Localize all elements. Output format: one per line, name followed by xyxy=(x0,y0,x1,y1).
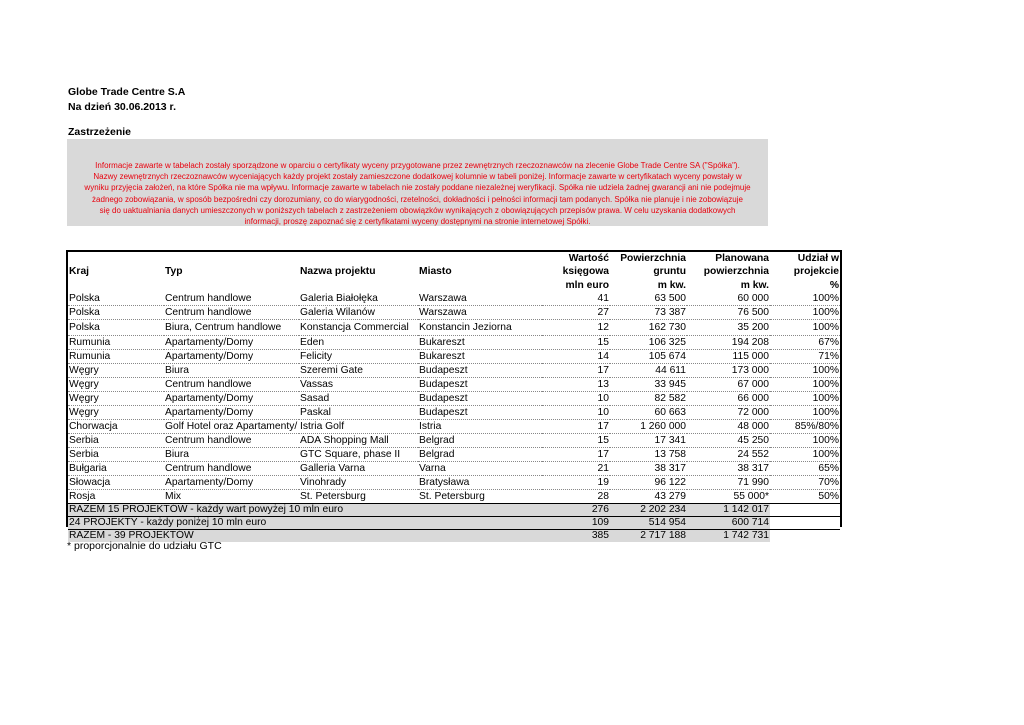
cell-land: 60 663 xyxy=(610,405,687,419)
cell-type: Centrum handlowe xyxy=(164,305,299,319)
cell-city: Konstancin Jeziorna xyxy=(418,319,542,335)
cell-planned: 60 000 xyxy=(687,292,770,306)
cell-city: Warszawa xyxy=(418,305,542,319)
total-share-empty xyxy=(770,529,840,542)
cell-city: Bukareszt xyxy=(418,349,542,363)
cell-planned: 194 208 xyxy=(687,335,770,349)
cell-value: 15 xyxy=(542,433,610,447)
total-land: 2 717 188 xyxy=(610,529,687,542)
cell-planned: 67 000 xyxy=(687,377,770,391)
cell-share: 100% xyxy=(770,447,840,461)
cell-country: Polska xyxy=(68,319,164,335)
header-land-area-2: gruntu xyxy=(653,266,686,278)
cell-planned: 35 200 xyxy=(687,319,770,335)
cell-share: 100% xyxy=(770,292,840,306)
cell-country: Chorwacja xyxy=(68,419,164,433)
cell-type: Biura, Centrum handlowe xyxy=(164,319,299,335)
cell-type: Apartamenty/Domy xyxy=(164,405,299,419)
cell-land: 44 611 xyxy=(610,363,687,377)
header-book-value-3: mln euro xyxy=(565,279,609,291)
cell-country: Węgry xyxy=(68,363,164,377)
cell-city: Belgrad xyxy=(418,433,542,447)
cell-project: Galeria Wilanów xyxy=(299,305,418,319)
cell-city: Budapeszt xyxy=(418,391,542,405)
header-project: Nazwa projektu xyxy=(300,266,376,278)
table-row xyxy=(68,349,840,363)
cell-type: Golf Hotel oraz Apartamenty/ xyxy=(165,420,298,432)
cell-country: Rumunia xyxy=(68,349,164,363)
disclaimer-line: żadnego zobowiązania, w sposób bezpośredni czy dorozumiany, co do wiarygodności, rzetelności, dokładności i pełności informacji tam podanych. Spółka nie planuje i nie zobowiązuje xyxy=(92,194,743,204)
total-land: 2 202 234 xyxy=(610,503,687,516)
cell-city: Varna xyxy=(418,461,542,475)
cell-planned: 76 500 xyxy=(687,305,770,319)
header-planned-area-2: powierzchnia xyxy=(703,266,769,278)
disclaimer-line: Nazwy zewnętrznych rzeczoznawców wyceniających każdy projekt zostały zamieszczone dodatkowej kolumnie w tabeli poniżej. Informacje zawarte w certyfikatach wyceny powstały w xyxy=(93,172,742,182)
cell-country: Polska xyxy=(68,305,164,319)
total-label: RAZEM - 39 PROJEKTÓW xyxy=(68,529,542,542)
disclaimer-line: Informacje zawarte w tabelach zostały sporządzone w oparciu o certyfikaty wyceny przygotowane przez zewnętrznych rzeczoznawców na zlecenie Globe Trade Centre SA ("Spółka"). xyxy=(95,161,740,170)
cell-country: Węgry xyxy=(68,405,164,419)
total-value: 385 xyxy=(542,529,610,542)
cell-value: 10 xyxy=(542,405,610,419)
total-label: 24 PROJEKTY - każdy poniżej 10 mln euro xyxy=(68,516,542,529)
cell-project: Szeremi Gate xyxy=(299,363,418,377)
cell-value: 28 xyxy=(542,489,610,503)
cell-type: Apartamenty/Domy xyxy=(164,349,299,363)
cell-planned: 66 000 xyxy=(687,391,770,405)
cell-land: 33 945 xyxy=(610,377,687,391)
cell-country: Bułgaria xyxy=(68,461,164,475)
header-country: Kraj xyxy=(69,266,90,278)
cell-value: 41 xyxy=(542,292,610,306)
footnote: * proporcjonalnie do udziału GTC xyxy=(67,540,222,552)
cell-type: Mix xyxy=(164,489,299,503)
cell-country: Rumunia xyxy=(68,335,164,349)
table-row xyxy=(68,319,840,335)
cell-project: GTC Square, phase II xyxy=(299,447,418,461)
cell-type: Centrum handlowe xyxy=(164,292,299,306)
cell-land: 43 279 xyxy=(610,489,687,503)
cell-value: 15 xyxy=(542,335,610,349)
cell-land: 106 325 xyxy=(610,335,687,349)
cell-project: Konstancja Commercial xyxy=(299,319,418,335)
header-planned-area-1: Planowana xyxy=(715,253,769,264)
table-row xyxy=(68,475,840,489)
table-body xyxy=(68,292,840,542)
cell-project: Vinohrady xyxy=(299,475,418,489)
cell-planned: 72 000 xyxy=(687,405,770,419)
cell-value: 17 xyxy=(542,419,610,433)
table-header xyxy=(68,252,840,292)
total-value: 109 xyxy=(542,516,610,529)
cell-share: 100% xyxy=(770,433,840,447)
cell-share: 100% xyxy=(770,319,840,335)
cell-project: Eden xyxy=(299,335,418,349)
cell-value: 21 xyxy=(542,461,610,475)
cell-type: Biura xyxy=(164,447,299,461)
cell-city: Warszawa xyxy=(418,292,542,306)
cell-value: 10 xyxy=(542,391,610,405)
cell-country: Serbia xyxy=(68,447,164,461)
header-share-3: % xyxy=(829,279,839,291)
header-planned-area-3: m kw. xyxy=(740,279,769,291)
cell-land: 96 122 xyxy=(610,475,687,489)
table-row xyxy=(68,447,840,461)
table-row xyxy=(68,363,840,377)
disclaimer-title: Zastrzeżenie xyxy=(68,126,132,138)
table-row xyxy=(68,405,840,419)
disclaimer-line: wyniku przyjęcia założeń, na które Spółka nie ma wpływu. Informacje zawarte w tabelach nie zostały poddane niezależnej weryfikacji. Spółka nie udziela żadnej gwarancji ani nie podejmuje xyxy=(84,183,751,193)
cell-type: Apartamenty/Domy xyxy=(164,391,299,405)
header-city: Miasto xyxy=(419,266,452,278)
header-type: Typ xyxy=(165,266,183,278)
total-value: 276 xyxy=(542,503,610,516)
table-row xyxy=(68,377,840,391)
cell-country: Węgry xyxy=(68,377,164,391)
cell-land: 73 387 xyxy=(610,305,687,319)
cell-land: 82 582 xyxy=(610,391,687,405)
total-planned: 1 142 017 xyxy=(687,503,770,516)
cell-land: 105 674 xyxy=(610,349,687,363)
cell-planned: 48 000 xyxy=(687,419,770,433)
cell-share: 67% xyxy=(770,335,840,349)
cell-value: 17 xyxy=(542,447,610,461)
cell-city: Budapeszt xyxy=(418,405,542,419)
disclaimer-line: się do uaktualniania danych umieszczonych w poniższych tabelach z zastrzeżeniem obowiązków wynikających z obowiązujących przepisów prawa. W celu uzyskania dodatkowych xyxy=(99,205,736,215)
cell-share: 50% xyxy=(770,489,840,503)
total-row xyxy=(68,503,840,516)
cell-type: Centrum handlowe xyxy=(164,461,299,475)
total-planned: 1 742 731 xyxy=(687,529,770,542)
header-share-2: projekcie xyxy=(793,266,839,278)
cell-planned: 38 317 xyxy=(687,461,770,475)
total-land: 514 954 xyxy=(610,516,687,529)
cell-value: 13 xyxy=(542,377,610,391)
projects-table xyxy=(66,250,842,541)
cell-land: 63 500 xyxy=(610,292,687,306)
cell-planned: 173 000 xyxy=(687,363,770,377)
cell-share: 100% xyxy=(770,377,840,391)
cell-share: 100% xyxy=(770,405,840,419)
cell-project: Paskal xyxy=(299,405,418,419)
cell-land: 1 260 000 xyxy=(610,419,687,433)
cell-value: 12 xyxy=(542,319,610,335)
cell-value: 14 xyxy=(542,349,610,363)
cell-share: 100% xyxy=(770,391,840,405)
header-book-value-2: księgowa xyxy=(562,266,609,278)
total-share-empty xyxy=(770,503,840,516)
cell-share: 100% xyxy=(770,363,840,377)
table-row xyxy=(68,433,840,447)
cell-project: Felicity xyxy=(299,349,418,363)
header-land-area-1: Powierzchnia xyxy=(620,253,686,264)
table-row xyxy=(68,305,840,319)
cell-land: 17 341 xyxy=(610,433,687,447)
table-row xyxy=(68,461,840,475)
cell-city: Bratysława xyxy=(418,475,542,489)
cell-share: 100% xyxy=(770,305,840,319)
disclaimer-box xyxy=(67,139,768,226)
cell-share: 71% xyxy=(770,349,840,363)
cell-project: Vassas xyxy=(299,377,418,391)
cell-country: Rosja xyxy=(68,489,164,503)
cell-planned: 71 990 xyxy=(687,475,770,489)
cell-project: Istria Golf xyxy=(299,419,418,433)
cell-type: Centrum handlowe xyxy=(164,433,299,447)
cell-planned: 45 250 xyxy=(687,433,770,447)
cell-share: 85%/80% xyxy=(770,419,840,433)
cell-project: St. Petersburg xyxy=(299,489,418,503)
total-label: RAZEM 15 PROJEKTÓW - każdy wart powyżej 10 mln euro xyxy=(68,503,542,516)
cell-country: Polska xyxy=(68,292,164,306)
total-planned: 600 714 xyxy=(687,516,770,529)
total-row xyxy=(68,516,840,529)
table-row xyxy=(68,419,840,433)
cell-land: 38 317 xyxy=(610,461,687,475)
cell-city: Budapeszt xyxy=(418,377,542,391)
cell-land: 13 758 xyxy=(610,447,687,461)
cell-share: 65% xyxy=(770,461,840,475)
cell-value: 19 xyxy=(542,475,610,489)
cell-planned: 24 552 xyxy=(687,447,770,461)
cell-planned: 115 000 xyxy=(687,349,770,363)
cell-city: Belgrad xyxy=(418,447,542,461)
cell-country: Węgry xyxy=(68,391,164,405)
table-row xyxy=(68,391,840,405)
cell-country: Serbia xyxy=(68,433,164,447)
table-row xyxy=(68,489,840,503)
header-land-area-3: m kw. xyxy=(657,279,686,291)
header-book-value-1: Wartość xyxy=(568,253,609,264)
report-date: Na dzień 30.06.2013 r. xyxy=(68,101,176,113)
cell-planned: 55 000* xyxy=(687,489,770,503)
cell-type: Apartamenty/Domy xyxy=(164,335,299,349)
cell-value: 17 xyxy=(542,363,610,377)
table-row xyxy=(68,335,840,349)
cell-share: 70% xyxy=(770,475,840,489)
cell-country: Słowacja xyxy=(68,475,164,489)
total-share-empty xyxy=(770,516,840,529)
company-name: Globe Trade Centre S.A xyxy=(68,86,186,98)
cell-land: 162 730 xyxy=(610,319,687,335)
cell-type: Centrum handlowe xyxy=(164,377,299,391)
cell-city: Budapeszt xyxy=(418,363,542,377)
disclaimer-line: informacji, proszę zapoznać się z certyfikatami wyceny dostępnymi na stronie internetowej Spółki. xyxy=(244,217,591,227)
cell-value: 27 xyxy=(542,305,610,319)
cell-city: Bukareszt xyxy=(418,335,542,349)
cell-project: Sasad xyxy=(299,391,418,405)
cell-city: St. Petersburg xyxy=(418,489,542,503)
cell-project: Galeria Białołęka xyxy=(299,292,418,306)
cell-type: Biura xyxy=(164,363,299,377)
header-share-1: Udział w xyxy=(797,253,839,264)
cell-type: Apartamenty/Domy xyxy=(164,475,299,489)
table-row xyxy=(68,292,840,306)
cell-city: Istria xyxy=(418,419,542,433)
cell-project: ADA Shopping Mall xyxy=(299,433,418,447)
cell-project: Galleria Varna xyxy=(299,461,418,475)
